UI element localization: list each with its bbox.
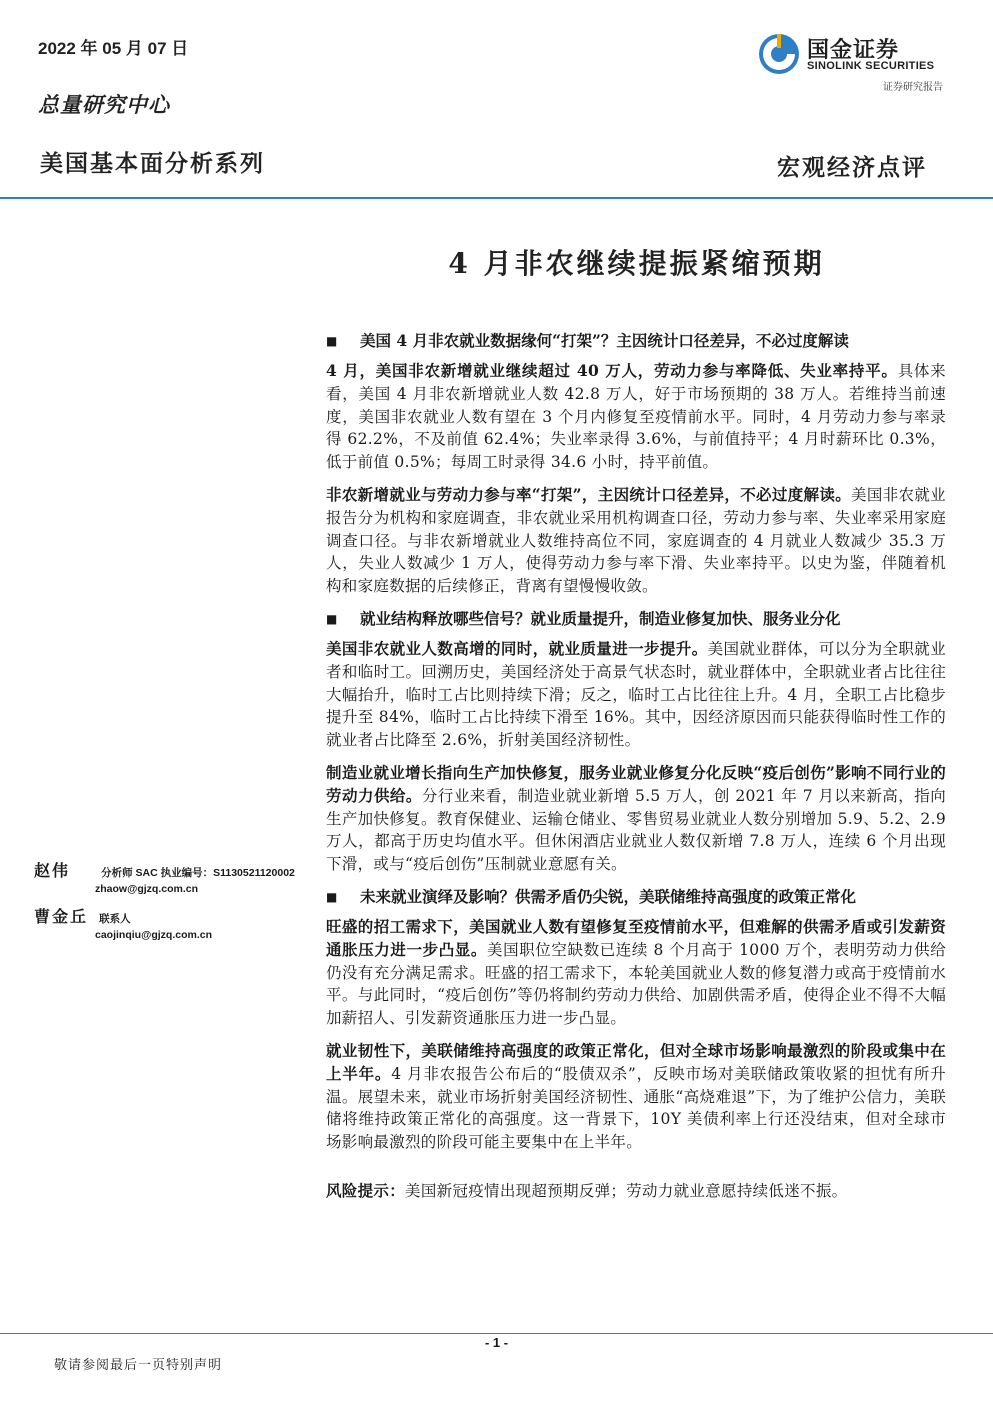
footer-divider (0, 1333, 993, 1334)
paragraph-lead: 非农新增就业与劳动力参与率“打架”，主因统计口径差异，不必过度解读。 (326, 484, 852, 504)
department-name: 总量研究中心 (38, 92, 170, 117)
disclaimer-note: 敬请参阅最后一页特别声明 (54, 1358, 223, 1373)
analyst-email[interactable]: caojinqiu@gjzq.com.cn (95, 929, 212, 941)
analyst-name: 赵伟 (34, 861, 71, 880)
risk-warning (326, 1180, 946, 1203)
report-series: 美国基本面分析系列 (40, 150, 265, 177)
paragraph-body: 具体来看，美国 4 月非农新增就业人数 42.8 万人，好于市场预期的 38 万人。若维持当前速度，美国非农就业人数有望在 3 个月内修复至疫情前水平。同时，4 月劳动力参与率录得 62.2%，不及前值 62.4%；失业率录得 3.6%，与前值持平；4 月时薪环比 0.3%，低于前值 0.5%；每周工时录得 34.6 小时，持平前值。 (326, 362, 946, 472)
section-heading-text: 未来就业演绎及影响？供需矛盾仍尖锐，美联储维持高强度的政策正常化 (360, 886, 857, 906)
analyst-card (34, 858, 304, 895)
paragraph-body: 美国就业群体，可以分为全职就业者和临时工。回溯历史，美国经济处于高景气状态时，就业群体中，全职就业者占比往往大幅抬升，临时工占比则持续下滑；反之，临时工占比往往上升。4 月，全职工占比稳步提升至 84%，临时工占比持续下滑至 16%。其中，因经济原因而只能获得临时性工作的就业者占比降至 2.6%，折射美国经济韧性。 (326, 639, 946, 750)
report-date: 2022 年 05 月 07 日 (38, 39, 189, 58)
section-heading-text: 美国 4 月非农就业数据缘何“打架”？主因统计口径差异，不必过度解读 (360, 331, 849, 350)
paragraph-lead: 制造业就业增长指向生产加快修复，服务业就业修复分化反映“疫后创伤”影响不同行业的劳动力供给。 (326, 762, 946, 805)
analyst-role: 联系人 (99, 913, 131, 925)
analyst-role: 分析师 SAC 执业编号：S1130521120002 (101, 867, 295, 879)
paragraph (326, 762, 946, 876)
company-name: 国金证券 (807, 38, 900, 63)
paragraph-lead: 旺盛的招工需求下，美国就业人数有望修复至疫情前水平，但难解的供需矛盾或引发薪资通胀压力进一步凸显。 (326, 916, 946, 959)
company-english-name: SINOLINK SECURITIES (807, 60, 935, 72)
paragraph (326, 484, 946, 598)
paragraph-lead: 就业韧性下，美联储维持高强度的政策正常化，但对全球市场影响最激烈的阶段或集中在上半年。 (326, 1040, 946, 1083)
paragraph (326, 1040, 946, 1154)
analyst-name: 曹金丘 (34, 907, 89, 926)
report-category: 证券研究报告 (883, 82, 943, 93)
header-divider (0, 197, 993, 199)
section-heading (326, 608, 946, 630)
square-bullet-icon: ■ (326, 334, 338, 348)
paragraph (326, 638, 946, 752)
section-heading (326, 330, 946, 352)
risk-text: 美国新冠疫情出现超预期反弹；劳动力就业意愿持续低迷不振。 (405, 1181, 848, 1200)
section-heading (326, 886, 946, 908)
paragraph-body: 分行业来看，制造业就业新增 5.5 万人，创 2021 年 7 月以来新高，指向生产加快修复。教育保健业、运输仓储业、零售贸易业就业人数分别增加 5.9、5.2、2.9 万人，都高于历史均值水平。但休闲酒店业就业人数仅新增 7.8 万人，连续 6 个月出现下滑，或与“疫后创伤”压制就业意愿有关。 (326, 786, 946, 874)
sinolink-logo-icon (757, 32, 801, 76)
section-heading-text: 就业结构释放哪些信号？就业质量提升，制造业修复加快、服务业分化 (360, 608, 841, 628)
page-number: - 1 - (484, 1335, 509, 1350)
paragraph (326, 360, 946, 474)
report-type: 宏观经济点评 (777, 154, 927, 181)
paragraph (326, 916, 946, 1030)
square-bullet-icon: ■ (326, 611, 338, 626)
report-body (326, 330, 946, 1213)
paragraph-body: 美国非农就业报告分为机构和家庭调查，非农就业采用机构调查口径，劳动力参与率、失业率采用家庭调查口径。与非农新增就业人数维持高位不同，家庭调查的 4 月就业人数减少 35.3 万人，失业人数减少 1 万人，使得劳动力参与率下滑、失业率持平。以史为鉴，伴随着机构和家庭数据的后续修正，背离有望慢慢收敛。 (326, 485, 946, 596)
paragraph-body: 美国职位空缺数已连续 8 个月高于 1000 万个，表明劳动力供给仍没有充分满足需求。旺盛的招工需求下，本轮美国就业人数的修复潜力或高于疫情前水平。与此同时，“疫后创伤”等仍将制约劳动力供给、加剧供需矛盾，使得企业不得不大幅加薪招人、引发薪资通胀压力进一步凸显。 (326, 940, 946, 1028)
paragraph-lead: 4 月，美国非农新增就业继续超过 40 万人，劳动力参与率降低、失业率持平。 (326, 361, 898, 380)
square-bullet-icon: ■ (326, 889, 338, 904)
paragraph-lead: 美国非农就业人数高增的同时，就业质量进一步提升。 (326, 638, 708, 658)
risk-label: 风险提示： (326, 1180, 406, 1200)
analyst-email[interactable]: zhaow@gjzq.com.cn (95, 883, 198, 895)
analyst-card (34, 904, 304, 941)
paragraph-body: 4 月非农报告公布后的“股债双杀”，反映市场对美联储政策收紧的担忧有所升温。展望未来，就业市场折射美国经济韧性、通胀“高烧难退”下，为了维护公信力，美联储将维持政策正常化的高强度。这一背景下，10Y 美债利率上行还没结束，但对全球市场影响最激烈的阶段可能主要集中在上半年。 (326, 1064, 946, 1152)
report-title: 4 月非农继续提振紧缩预期 (448, 247, 825, 280)
